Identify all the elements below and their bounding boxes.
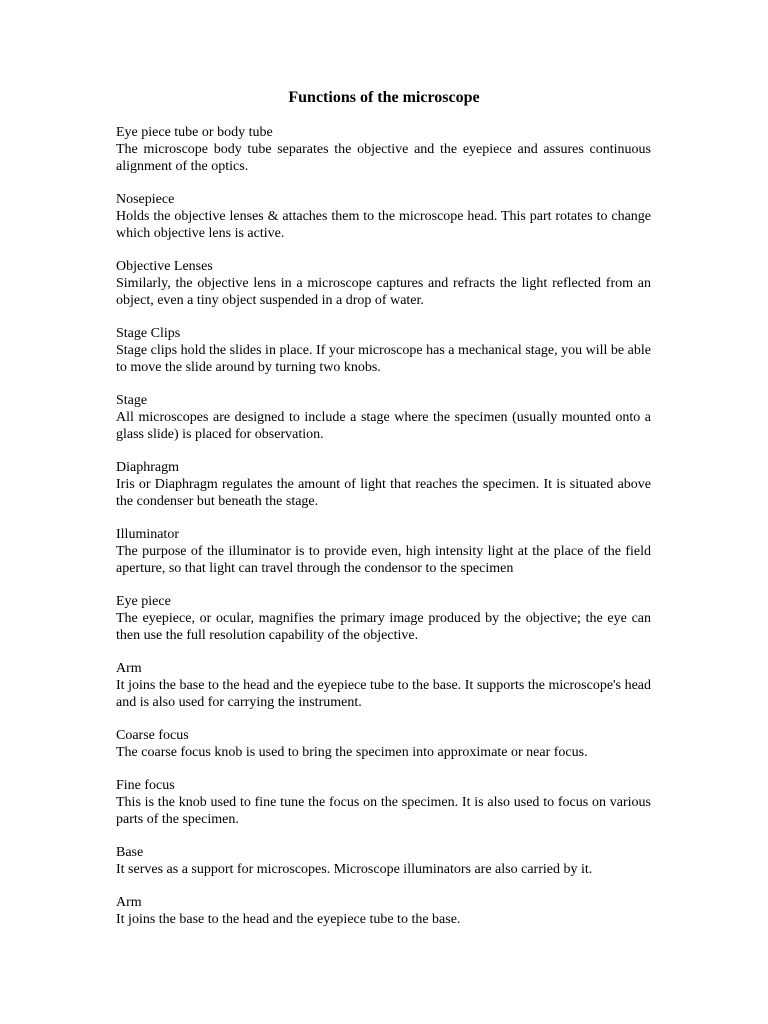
document-title: Functions of the microscope [288,89,480,106]
section-text: Holds the objective lenses & attaches them to the microscope head. This part rotates to change which objective lens is active. [116,209,651,241]
section-eye-piece [116,593,651,644]
section-text: Stage clips hold the slides in place. If your microscope has a mechanical stage, you will be able to move the slide around by turning two knobs. [116,343,651,375]
section-heading: Arm [116,661,142,676]
section-stage-clips [116,325,651,376]
section-illuminator [116,526,651,577]
section-text: All microscopes are designed to include a stage where the specimen (usually mounted onto a glass slide) is placed for observation. [116,410,651,442]
section-text: The eyepiece, or ocular, magnifies the primary image produced by the objective; the eye can then use the full resolution capability of the objective. [116,611,651,643]
section-text: The purpose of the illuminator is to provide even, high intensity light at the place of the field aperture, so that light can travel through the condensor to the specimen [116,544,651,576]
section-fine-focus [116,777,651,828]
section-heading: Nosepiece [116,192,175,207]
section-coarse-focus [116,727,651,761]
section-heading: Diaphragm [116,460,179,475]
section-base [116,844,651,878]
section-heading: Coarse focus [116,728,189,743]
section-heading: Illuminator [116,527,179,542]
document-content [116,124,651,942]
section-heading: Objective Lenses [116,259,213,274]
section-text: This is the knob used to fine tune the focus on the specimen. It is also used to focus on various parts of the specimen. [116,795,651,827]
section-text: It joins the base to the head and the eyepiece tube to the base. It supports the microscope's head and is also used for carrying the instrument. [116,678,651,710]
section-arm [116,660,651,711]
section-heading: Eye piece [116,594,171,609]
section-heading: Base [116,845,144,860]
section-text: It joins the base to the head and the eyepiece tube to the base. [116,912,461,927]
section-nosepiece [116,191,651,242]
section-heading: Stage [116,393,148,408]
section-heading: Eye piece tube or body tube [116,125,273,140]
section-text: The microscope body tube separates the objective and the eyepiece and assures continuous alignment of the optics. [116,142,651,174]
section-eye-piece-tube [116,124,651,175]
section-text: It serves as a support for microscopes. Microscope illuminators are also carried by it. [116,862,593,877]
section-text: Iris or Diaphragm regulates the amount of light that reaches the specimen. It is situated above the condenser but beneath the stage. [116,477,651,509]
section-heading: Stage Clips [116,326,181,341]
section-text: Similarly, the objective lens in a microscope captures and refracts the light reflected from an object, even a tiny object suspended in a drop of water. [116,276,651,308]
section-diaphragm [116,459,651,510]
section-text: The coarse focus knob is used to bring the specimen into approximate or near focus. [116,745,588,760]
section-heading: Fine focus [116,778,175,793]
section-stage [116,392,651,443]
section-heading: Arm [116,895,142,910]
section-objective-lenses [116,258,651,309]
section-arm-repeat [116,894,651,928]
